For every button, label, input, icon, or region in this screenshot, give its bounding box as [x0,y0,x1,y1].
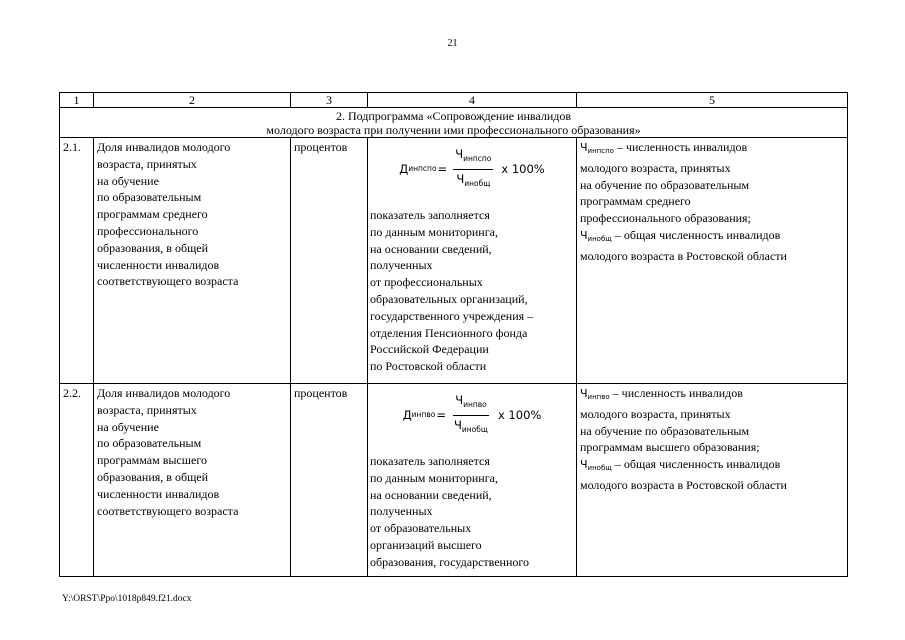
calculation-method [368,138,577,384]
header-col-4: 4 [368,93,577,108]
page-number: 21 [447,38,458,49]
variable-definitions: $Ч_{инпво}$ – численность инвалидов молодого возраста, принятых на обучение по образовательным программам высшего образования; $Ч_{инобщ}$ – общая численность инвалидов молодого возраста в Ростовской области [577,384,848,577]
fraction: $\frac{Ч_{инпво}}{Ч_{инобщ}}$ [454,392,488,434]
header-col-2: 2 [94,93,291,108]
section-title-line-1: 2. Подпрограмма «Сопровождение инвалидов [335,109,572,123]
unit: процентов [291,384,368,577]
row-number: 2.1. [60,138,94,384]
program-indicators-table [59,92,848,577]
unit: процентов [291,138,368,384]
section-title [60,108,848,138]
data-source-note: показатель заполняется по данным мониторинга, на основании сведений, полученных от профессиональных образовательных организаций, государственного учреждения – отделения Пенсионного фонда Российской Федерации по Ростовской области [370,208,534,374]
header-col-5: 5 [577,93,848,108]
header-row [60,93,848,108]
formula: Д инпспо = $\frac{Ч_{инпспо}}{Ч_{инобщ}}$ x 100% [368,139,576,199]
header-col-3: 3 [291,93,368,108]
fraction: $\frac{Ч_{инпспо}}{Ч_{инобщ}}$ [455,146,492,188]
header-col-1: 1 [60,93,94,108]
formula: Д инпво = $\frac{Ч_{инпво}}{Ч_{инобщ}}$ x 100% [368,385,576,445]
data-source-note: показатель заполняется по данным мониторинга, на основании сведений, полученных от образовательных организаций высшего образования, государственного [370,454,530,569]
row-number: 2.2. [60,384,94,577]
table-row [60,384,848,577]
indicator-name: Доля инвалидов молодого возраста, принятых на обучение по образовательным программам среднего профессионального образования, в общей численности инвалидов соответствующего возраста [94,138,291,384]
section-row [60,108,848,138]
section-title-line-2: молодого возраста при получении ими профессионального образования» [266,123,641,137]
calculation-method [368,384,577,577]
table-row [60,138,848,384]
footer-file-path: Y:\ORST\Ppo\1018p849.f21.docx [62,594,192,604]
indicator-name: Доля инвалидов молодого возраста, принятых на обучение по образовательным программам высшего образования, в общей численности инвалидов соответствующего возраста [94,384,291,577]
variable-definitions: $Ч_{инпспо}$ – численность инвалидов молодого возраста, принятых на обучение по образовательным программам среднего профессионального образования; $Ч_{инобщ}$ – общая численность инвалидов молодого возраста в Ростовской области [577,138,848,384]
